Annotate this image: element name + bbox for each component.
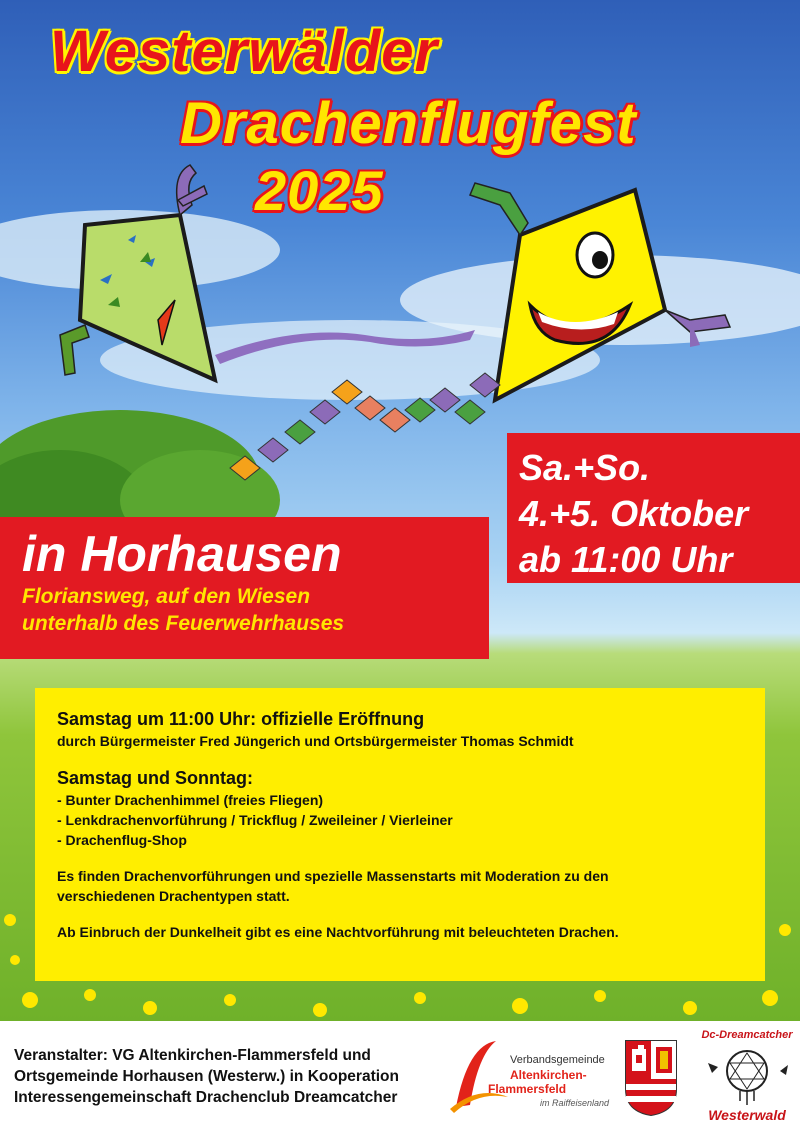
green-kite-icon (60, 165, 475, 380)
flowers-illustration (0, 900, 800, 1021)
location-box (0, 517, 489, 659)
organizer-text (14, 1045, 399, 1108)
organizer-line: Veranstalter: VG Altenkirchen-Flammersfeld und (14, 1047, 371, 1064)
location-detail: unterhalb des Feuerwehrhauses (22, 612, 345, 635)
vg-swoosh-icon (448, 1035, 518, 1115)
program-item: - Drachenflug-Shop (57, 832, 187, 848)
night-show-text: Ab Einbruch der Dunkelheit gibt es eine Nachtvorführung mit beleuchteten Drachen. (57, 924, 619, 940)
vg-altenkirchen-logo: Verbandsgemeinde Altenkirchen- Flammersfeld im Raiffeisenland (448, 1035, 613, 1119)
yellow-kite-icon (470, 183, 730, 400)
title-year: 2025 (255, 159, 384, 222)
opening-heading: Samstag um 11:00 Uhr: offizielle Eröffnung (57, 709, 425, 729)
dreamcatcher-icon (700, 1041, 794, 1111)
organizer-line: Interessengemeinschaft Drachenclub Dreamcatcher (14, 1089, 398, 1106)
title-line-2: Drachenflugfest (180, 91, 637, 156)
program-item: - Lenkdrachenvorführung / Trickflug / Zweileiner / Vierleiner (57, 812, 453, 828)
dreamcatcher-logo: Dc-Dreamcatcher Westerwald (701, 1029, 793, 1123)
kite-tail-icon (230, 373, 500, 480)
date-days: Sa.+So. (519, 447, 651, 488)
massstarts-text: Es finden Drachenvorführungen und spezielle Massenstarts mit Moderation zu den (57, 868, 609, 884)
weekend-heading: Samstag und Sonntag: (57, 768, 254, 788)
date-time: ab 11:00 Uhr (519, 539, 733, 580)
organizer-line: Ortsgemeinde Horhausen (Westerw.) in Kooperation (14, 1068, 399, 1085)
opening-detail: durch Bürgermeister Fred Jüngerich und Ortsbürgermeister Thomas Schmidt (57, 733, 574, 749)
date-box (507, 433, 800, 583)
location-title: in Horhausen (22, 526, 342, 582)
coat-of-arms-icon (624, 1039, 678, 1117)
footer (0, 1021, 800, 1131)
date-dates: 4.+5. Oktober (519, 493, 749, 534)
title-line-1: Westerwälder (50, 19, 439, 84)
program-item: - Bunter Drachenhimmel (freies Fliegen) (57, 792, 324, 808)
massstarts-text: verschiedenen Drachentypen statt. (57, 888, 290, 904)
location-street: Floriansweg, auf den Wiesen (22, 585, 311, 608)
